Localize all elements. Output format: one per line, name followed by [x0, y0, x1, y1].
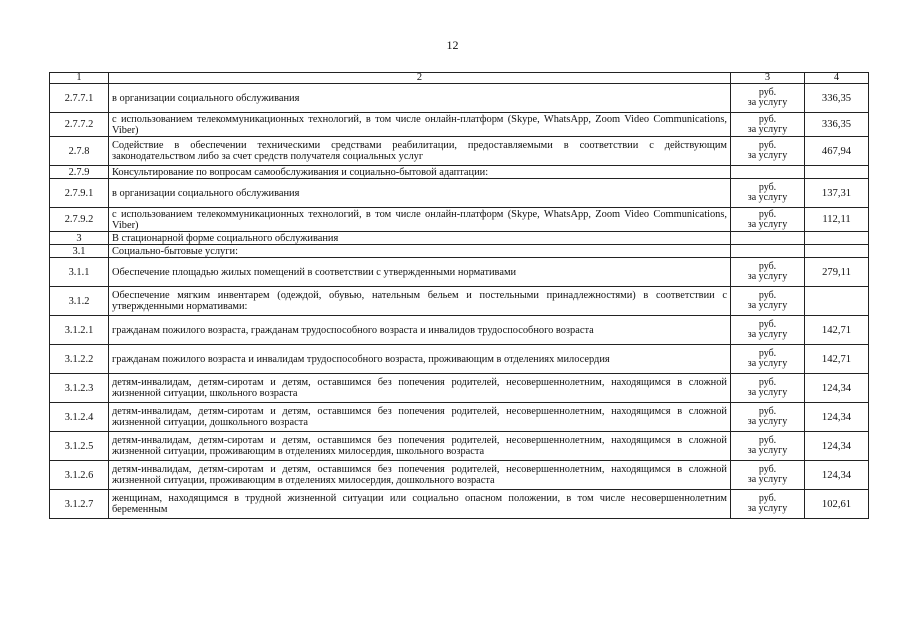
- row-unit: [731, 490, 805, 519]
- table-row: [50, 490, 869, 519]
- unit-line-2: за услугу: [747, 329, 788, 340]
- row-price: [805, 287, 869, 316]
- unit-line-1: руб.: [758, 261, 777, 272]
- table-row: [50, 345, 869, 374]
- row-code: 3.1.2.5: [50, 432, 109, 461]
- header-col-1: 1: [50, 73, 109, 84]
- row-price: 279,11: [805, 258, 869, 287]
- row-text: с использованием телекоммуникационных технологий, в том числе онлайн-платформ (Skype, WhatsApp, Zoom Video Communications, Viber): [109, 208, 731, 232]
- unit-line-1: руб.: [758, 208, 777, 220]
- row-code: 3: [50, 232, 109, 245]
- unit-line-2: за услугу: [747, 150, 788, 161]
- row-price: 336,35: [805, 113, 869, 137]
- row-unit: [731, 137, 805, 166]
- unit-line-1: руб.: [758, 348, 777, 359]
- row-price: 124,34: [805, 461, 869, 490]
- row-unit: [731, 316, 805, 345]
- row-price: 124,34: [805, 432, 869, 461]
- row-price: 142,71: [805, 316, 869, 345]
- row-text: в организации социального обслуживания: [109, 179, 731, 208]
- row-price: 467,94: [805, 137, 869, 166]
- unit-line-1: руб.: [758, 435, 777, 446]
- row-text: женщинам, находящимся в трудной жизненной ситуации или социально опасном положении, в том числе несовершеннолетним беременным: [109, 490, 731, 519]
- row-price: 102,61: [805, 490, 869, 519]
- table-row: [50, 245, 869, 258]
- unit-line-2: за услугу: [747, 192, 788, 203]
- unit-line-1: руб.: [758, 87, 777, 98]
- row-price: 124,34: [805, 374, 869, 403]
- unit-line-1: руб.: [758, 319, 777, 330]
- unit-line-2: за услугу: [747, 416, 788, 427]
- unit-line-2: за услугу: [747, 474, 788, 485]
- row-text: в организации социального обслуживания: [109, 84, 731, 113]
- row-text: Обеспечение мягким инвентарем (одеждой, обувью, нательным бельем и постельными принадлежностями) в соответствии с утвержденными нормативами:: [109, 287, 731, 316]
- row-text: детям-инвалидам, детям-сиротам и детям, оставшимся без попечения родителей, несовершеннолетним, находящимся в сложной жизненной ситуации, дошкольного возраста: [109, 403, 731, 432]
- row-code: 3.1.2.1: [50, 316, 109, 345]
- table-row: [50, 403, 869, 432]
- table-row: [50, 166, 869, 179]
- row-code: 3.1.1: [50, 258, 109, 287]
- row-code: 2.7.9: [50, 166, 109, 179]
- unit-line-1: руб.: [758, 182, 777, 193]
- unit-line-1: руб.: [758, 113, 777, 125]
- unit-line-2: за услугу: [747, 445, 788, 456]
- row-code: 3.1.2.7: [50, 490, 109, 519]
- unit-line-1: руб.: [758, 377, 777, 388]
- unit-line-2: за услугу: [747, 271, 788, 282]
- row-price: [805, 166, 869, 179]
- row-unit: [731, 461, 805, 490]
- row-unit: [731, 84, 805, 113]
- table-row: [50, 258, 869, 287]
- table-header-row: [50, 73, 869, 84]
- table-row: [50, 287, 869, 316]
- row-code: 2.7.8: [50, 137, 109, 166]
- row-code: 3.1.2.4: [50, 403, 109, 432]
- unit-line-2: за услугу: [747, 387, 788, 398]
- row-price: [805, 245, 869, 258]
- row-unit: [731, 166, 805, 179]
- table-row: [50, 232, 869, 245]
- row-unit: [731, 345, 805, 374]
- row-price: 124,34: [805, 403, 869, 432]
- header-col-4: 4: [805, 73, 869, 84]
- row-text: детям-инвалидам, детям-сиротам и детям, оставшимся без попечения родителей, несовершеннолетним, находящимся в сложной жизненной ситуации, школьного возраста: [109, 374, 731, 403]
- row-text: Содействие в обеспечении техническими средствами реабилитации, предоставляемыми в соответствии с действующим законодательством либо за счет средств получателя социальных услуг: [109, 137, 731, 166]
- table-row: [50, 374, 869, 403]
- row-text: В стационарной форме социального обслуживания: [109, 232, 731, 245]
- unit-line-1: руб.: [758, 406, 777, 417]
- row-unit: [731, 403, 805, 432]
- row-price: 112,11: [805, 208, 869, 232]
- row-unit: [731, 208, 805, 232]
- row-unit: [731, 432, 805, 461]
- row-text: детям-инвалидам, детям-сиротам и детям, оставшимся без попечения родителей, несовершеннолетним, находящимся в сложной жизненной ситуации, проживающим в отделениях милосердия, школьного возраста: [109, 432, 731, 461]
- row-text: Обеспечение площадью жилых помещений в соответствии с утвержденными нормативами: [109, 258, 731, 287]
- unit-line-2: за услугу: [747, 358, 788, 369]
- table-row: [50, 316, 869, 345]
- row-code: 3.1.2.3: [50, 374, 109, 403]
- table-row: [50, 137, 869, 166]
- row-price: 142,71: [805, 345, 869, 374]
- unit-line-2: за услугу: [747, 218, 788, 230]
- table-row: [50, 208, 869, 232]
- row-unit: [731, 287, 805, 316]
- row-text: гражданам пожилого возраста, гражданам трудоспособного возраста и инвалидов трудоспособного возраста: [109, 316, 731, 345]
- table-row: [50, 461, 869, 490]
- row-unit: [731, 245, 805, 258]
- row-code: 3.1.2.6: [50, 461, 109, 490]
- unit-line-2: за услугу: [747, 97, 788, 108]
- unit-line-1: руб.: [758, 140, 777, 151]
- row-price: [805, 232, 869, 245]
- row-price: 336,35: [805, 84, 869, 113]
- row-unit: [731, 113, 805, 137]
- row-unit: [731, 232, 805, 245]
- row-code: 3.1.2.2: [50, 345, 109, 374]
- row-text: Консультирование по вопросам самообслуживания и социально-бытовой адаптации:: [109, 166, 731, 179]
- row-code: 2.7.7.2: [50, 113, 109, 137]
- table-row: [50, 84, 869, 113]
- row-unit: [731, 258, 805, 287]
- row-unit: [731, 374, 805, 403]
- row-text: детям-инвалидам, детям-сиротам и детям, оставшимся без попечения родителей, несовершеннолетним, находящимся в сложной жизненной ситуации, проживающим в отделениях милосердия, дошкольного возраста: [109, 461, 731, 490]
- tariff-table: [49, 72, 869, 519]
- header-col-2: 2: [109, 73, 731, 84]
- row-code: 2.7.7.1: [50, 84, 109, 113]
- row-text: с использованием телекоммуникационных технологий, в том числе онлайн-платформ (Skype, WhatsApp, Zoom Video Communications, Viber): [109, 113, 731, 137]
- row-code: 2.7.9.1: [50, 179, 109, 208]
- row-text: гражданам пожилого возраста и инвалидам трудоспособного возраста, проживающим в отделениях милосердия: [109, 345, 731, 374]
- unit-line-1: руб.: [758, 290, 777, 301]
- unit-line-2: за услугу: [747, 123, 788, 135]
- row-unit: [731, 179, 805, 208]
- row-code: 2.7.9.2: [50, 208, 109, 232]
- header-col-3: 3: [731, 73, 805, 84]
- unit-line-2: за услугу: [747, 503, 788, 514]
- table-row: [50, 432, 869, 461]
- row-text: Социально-бытовые услуги:: [109, 245, 731, 258]
- row-code: 3.1: [50, 245, 109, 258]
- unit-line-1: руб.: [758, 464, 777, 475]
- table-row: [50, 113, 869, 137]
- table-row: [50, 179, 869, 208]
- row-code: 3.1.2: [50, 287, 109, 316]
- row-price: 137,31: [805, 179, 869, 208]
- unit-line-1: руб.: [758, 493, 777, 504]
- page-number: 12: [446, 38, 459, 52]
- unit-line-2: за услугу: [747, 300, 788, 311]
